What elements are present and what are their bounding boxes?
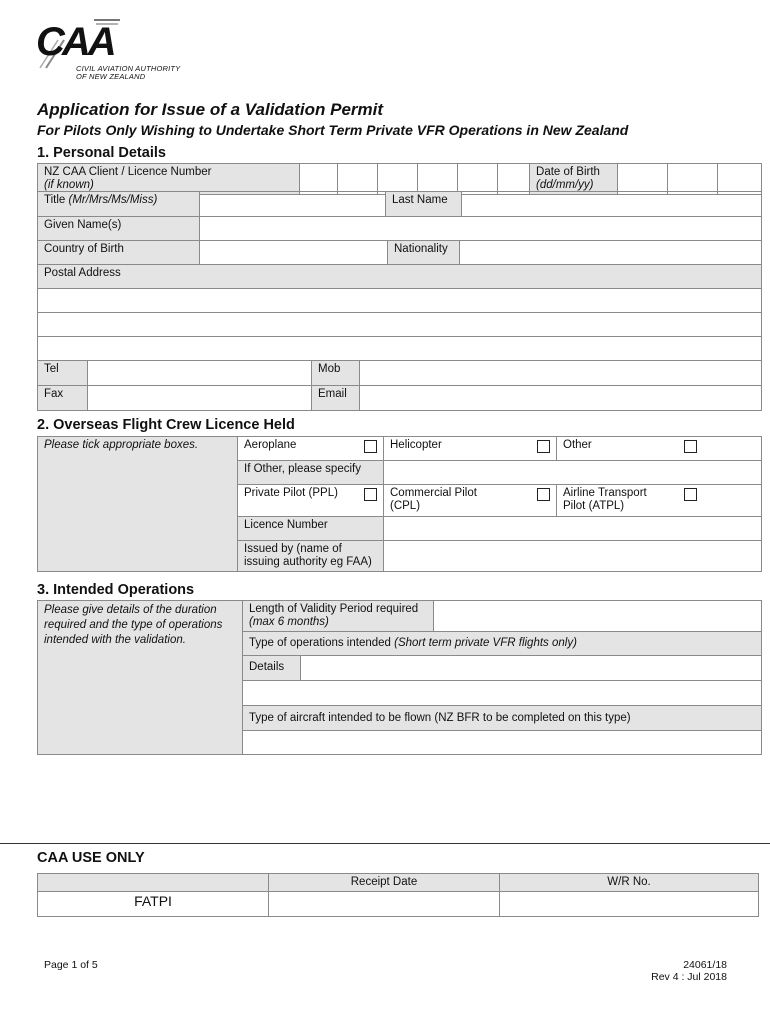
fatpi-code: FATPI — [38, 892, 269, 917]
ops-type-label: Type of operations intended — [249, 637, 391, 649]
aircraft-type-label: Type of aircraft intended to be flown (NZ BFR to be completed on this type) — [243, 706, 762, 731]
helicopter-checkbox[interactable] — [537, 440, 550, 453]
other-label: Other — [563, 439, 592, 451]
client-number-digit-4[interactable] — [418, 164, 458, 195]
last-name-label: Last Name — [386, 192, 462, 217]
title-label: Title — [44, 194, 66, 206]
details-field-line2[interactable] — [243, 681, 762, 706]
ops-type-label-cell — [243, 632, 762, 656]
operations-instruction-line3: intended with the validation. — [44, 634, 186, 646]
dob-day-field[interactable] — [618, 164, 668, 195]
aeroplane-label: Aeroplane — [244, 439, 297, 451]
personal-details-table-2 — [37, 191, 762, 241]
logo-mark: CAA — [36, 20, 114, 64]
operations-instruction — [38, 601, 243, 755]
section1-heading: 1. Personal Details — [37, 145, 166, 161]
dob-label: Date of Birth — [536, 166, 600, 178]
nationality-field[interactable] — [460, 241, 762, 265]
fax-field[interactable] — [88, 386, 312, 411]
atpl-cell — [557, 485, 762, 517]
issued-by-field[interactable] — [384, 541, 762, 572]
receipt-date-field[interactable] — [269, 892, 500, 917]
page-title: Application for Issue of a Validation Permit — [37, 100, 384, 119]
client-number-digit-2[interactable] — [338, 164, 378, 195]
validity-hint: (max 6 months) — [249, 616, 329, 628]
caa-logo — [36, 18, 196, 88]
aircraft-type-field[interactable] — [243, 731, 762, 755]
client-number-digit-1[interactable] — [300, 164, 338, 195]
ops-type-hint: (Short term private VFR flights only) — [394, 637, 577, 649]
aeroplane-checkbox[interactable] — [364, 440, 377, 453]
title-field[interactable] — [200, 192, 386, 217]
dob-month-field[interactable] — [668, 164, 718, 195]
client-number-label-cell — [38, 164, 300, 195]
dob-hint: (dd/mm/yy) — [536, 179, 594, 191]
mob-field[interactable] — [360, 361, 762, 386]
ppl-label: Private Pilot (PPL) — [244, 487, 338, 499]
atpl-label-line1: Airline Transport — [563, 487, 647, 499]
ppl-checkbox[interactable] — [364, 488, 377, 501]
validity-label: Length of Validity Period required — [249, 603, 419, 615]
validity-field[interactable] — [434, 601, 762, 632]
wr-no-label: W/R No. — [500, 874, 759, 892]
last-name-field[interactable] — [462, 192, 762, 217]
atpl-checkbox[interactable] — [684, 488, 697, 501]
receipt-date-label: Receipt Date — [269, 874, 500, 892]
form-number: 24061/18 — [683, 959, 727, 971]
issued-by-line1: Issued by (name of — [244, 543, 342, 555]
licence-table — [37, 436, 762, 572]
operations-table — [37, 600, 762, 755]
client-number-digit-5[interactable] — [458, 164, 498, 195]
caa-use-blank-header — [38, 874, 269, 892]
section2-heading: 2. Overseas Flight Crew Licence Held — [37, 417, 295, 433]
other-checkbox[interactable] — [684, 440, 697, 453]
nationality-label: Nationality — [388, 241, 460, 265]
postal-address-line-1[interactable] — [38, 289, 762, 313]
if-other-field[interactable] — [384, 461, 762, 485]
tel-field[interactable] — [88, 361, 312, 386]
if-other-label: If Other, please specify — [238, 461, 384, 485]
cpl-label-line1: Commercial Pilot — [390, 487, 477, 499]
client-number-hint: (if known) — [44, 179, 94, 191]
validity-label-cell — [243, 601, 434, 632]
section3-heading: 3. Intended Operations — [37, 582, 195, 598]
given-names-field[interactable] — [200, 217, 762, 241]
cpl-label-line2: (CPL) — [390, 500, 421, 512]
postal-address-line-2[interactable] — [38, 313, 762, 337]
atpl-label-line2: Pilot (ATPL) — [563, 500, 625, 512]
contact-table — [37, 360, 762, 411]
logo-line2: OF NEW ZEALAND — [76, 72, 146, 81]
country-of-birth-field[interactable] — [200, 241, 388, 265]
mob-label: Mob — [312, 361, 360, 386]
details-field[interactable] — [301, 656, 762, 681]
revision: Rev 4 : Jul 2018 — [651, 971, 727, 983]
cpl-cell — [384, 485, 557, 517]
operations-instruction-line1: Please give details of the duration — [44, 604, 217, 616]
title-label-cell — [38, 192, 200, 217]
title-hint: (Mr/Mrs/Ms/Miss) — [68, 194, 158, 206]
aeroplane-cell — [238, 437, 384, 461]
page-subtitle: For Pilots Only Wishing to Undertake Short Term Private VFR Operations in New Zealand — [37, 122, 629, 138]
licence-number-label: Licence Number — [238, 517, 384, 541]
postal-address-line-3[interactable] — [38, 337, 762, 361]
licence-number-field[interactable] — [384, 517, 762, 541]
country-of-birth-label: Country of Birth — [38, 241, 200, 265]
helicopter-label: Helicopter — [390, 439, 442, 451]
given-names-label: Given Name(s) — [38, 217, 200, 241]
personal-details-table-3 — [37, 240, 762, 361]
caa-use-table — [37, 873, 759, 917]
helicopter-cell — [384, 437, 557, 461]
other-cell — [557, 437, 762, 461]
ppl-cell — [238, 485, 384, 517]
licence-instruction: Please tick appropriate boxes. — [38, 437, 238, 572]
caa-use-divider — [0, 843, 770, 844]
logo-line1: CIVIL AVIATION AUTHORITY — [76, 64, 181, 73]
page-number: Page 1 of 5 — [44, 959, 98, 971]
tel-label: Tel — [38, 361, 88, 386]
postal-address-label: Postal Address — [38, 265, 762, 289]
fax-label: Fax — [38, 386, 88, 411]
wr-no-field[interactable] — [500, 892, 759, 917]
details-label: Details — [243, 656, 301, 681]
cpl-checkbox[interactable] — [537, 488, 550, 501]
email-field[interactable] — [360, 386, 762, 411]
dob-year-field[interactable] — [718, 164, 762, 195]
client-number-label: NZ CAA Client / Licence Number — [44, 166, 212, 178]
operations-instruction-line2: required and the type of operations — [44, 619, 223, 631]
client-number-digit-3[interactable] — [378, 164, 418, 195]
issued-by-line2: issuing authority eg FAA) — [244, 556, 372, 568]
email-label: Email — [312, 386, 360, 411]
dob-label-cell — [530, 164, 618, 195]
client-number-digit-6[interactable] — [498, 164, 530, 195]
issued-by-label-cell — [238, 541, 384, 572]
caa-use-heading: CAA USE ONLY — [37, 850, 145, 866]
